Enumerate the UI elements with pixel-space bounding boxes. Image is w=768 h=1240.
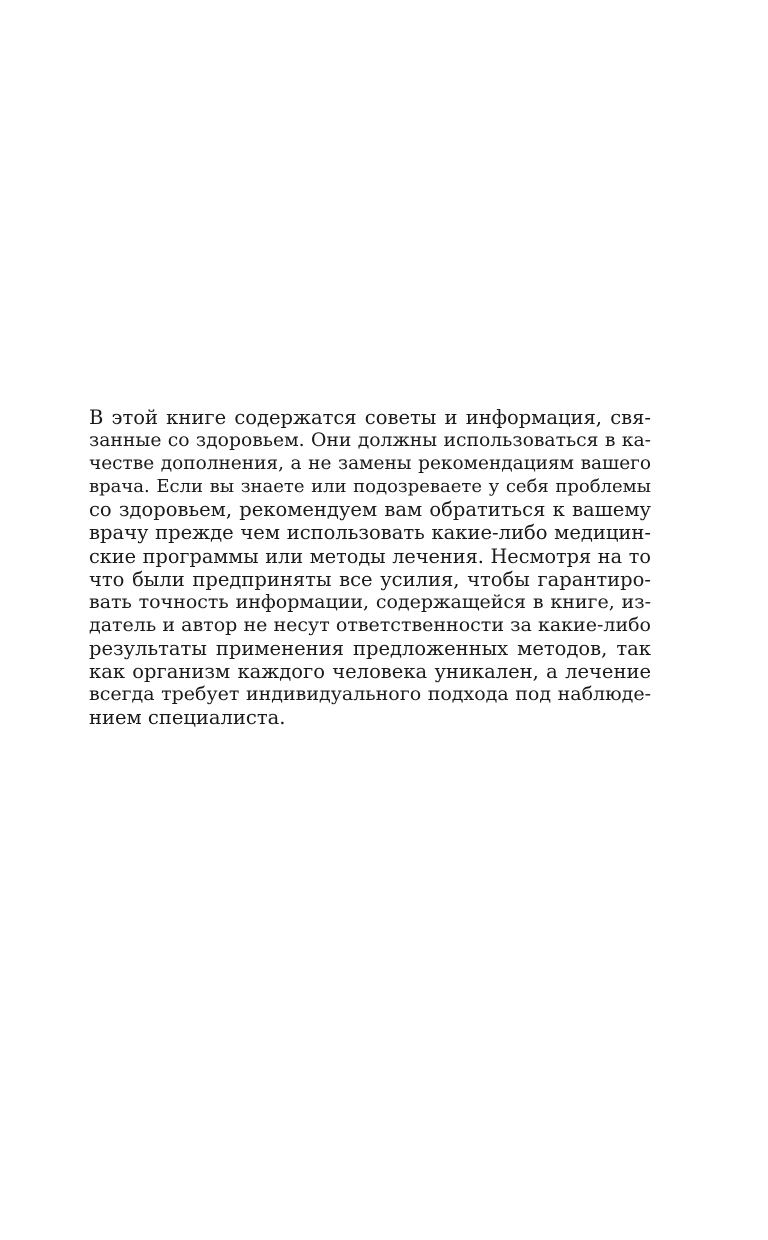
paragraph-line: ские программы или методы лечения. Несмотря на то [89, 544, 651, 568]
paragraph-line: что были предприняты все усилия, чтобы гарантиро- [89, 567, 651, 591]
paragraph-line: вать точность информации, содержащейся в книге, из- [89, 590, 651, 613]
paragraph-line: как организм каждого человека уникален, а лечение [89, 660, 651, 684]
paragraph-line: результаты применения предложенных методов, так [89, 636, 651, 660]
paragraph-line: занные со здоровьем. Они должны использоваться в ка- [89, 430, 651, 452]
paragraph-line: В этой книге содержатся советы и информация, свя- [89, 406, 651, 429]
paragraph-line: честве дополнения, а не замены рекомендациям вашего [89, 453, 651, 475]
paragraph-line: датель и автор не несут ответственности за какие-либо [89, 613, 651, 636]
paragraph-line: нием специалиста. [89, 706, 286, 730]
paragraph-line: врача. Если вы знаете или подозреваете у себя проблемы [89, 476, 651, 498]
health-disclaimer-paragraph [89, 406, 651, 729]
paragraph-line: со здоровьем, рекомендуем вам обратиться к вашему [89, 498, 651, 522]
paragraph-line: всегда требует индивидуального подхода под наблюде- [89, 683, 651, 706]
paragraph-line: врачу прежде чем использовать какие-либо медицин- [89, 521, 651, 545]
